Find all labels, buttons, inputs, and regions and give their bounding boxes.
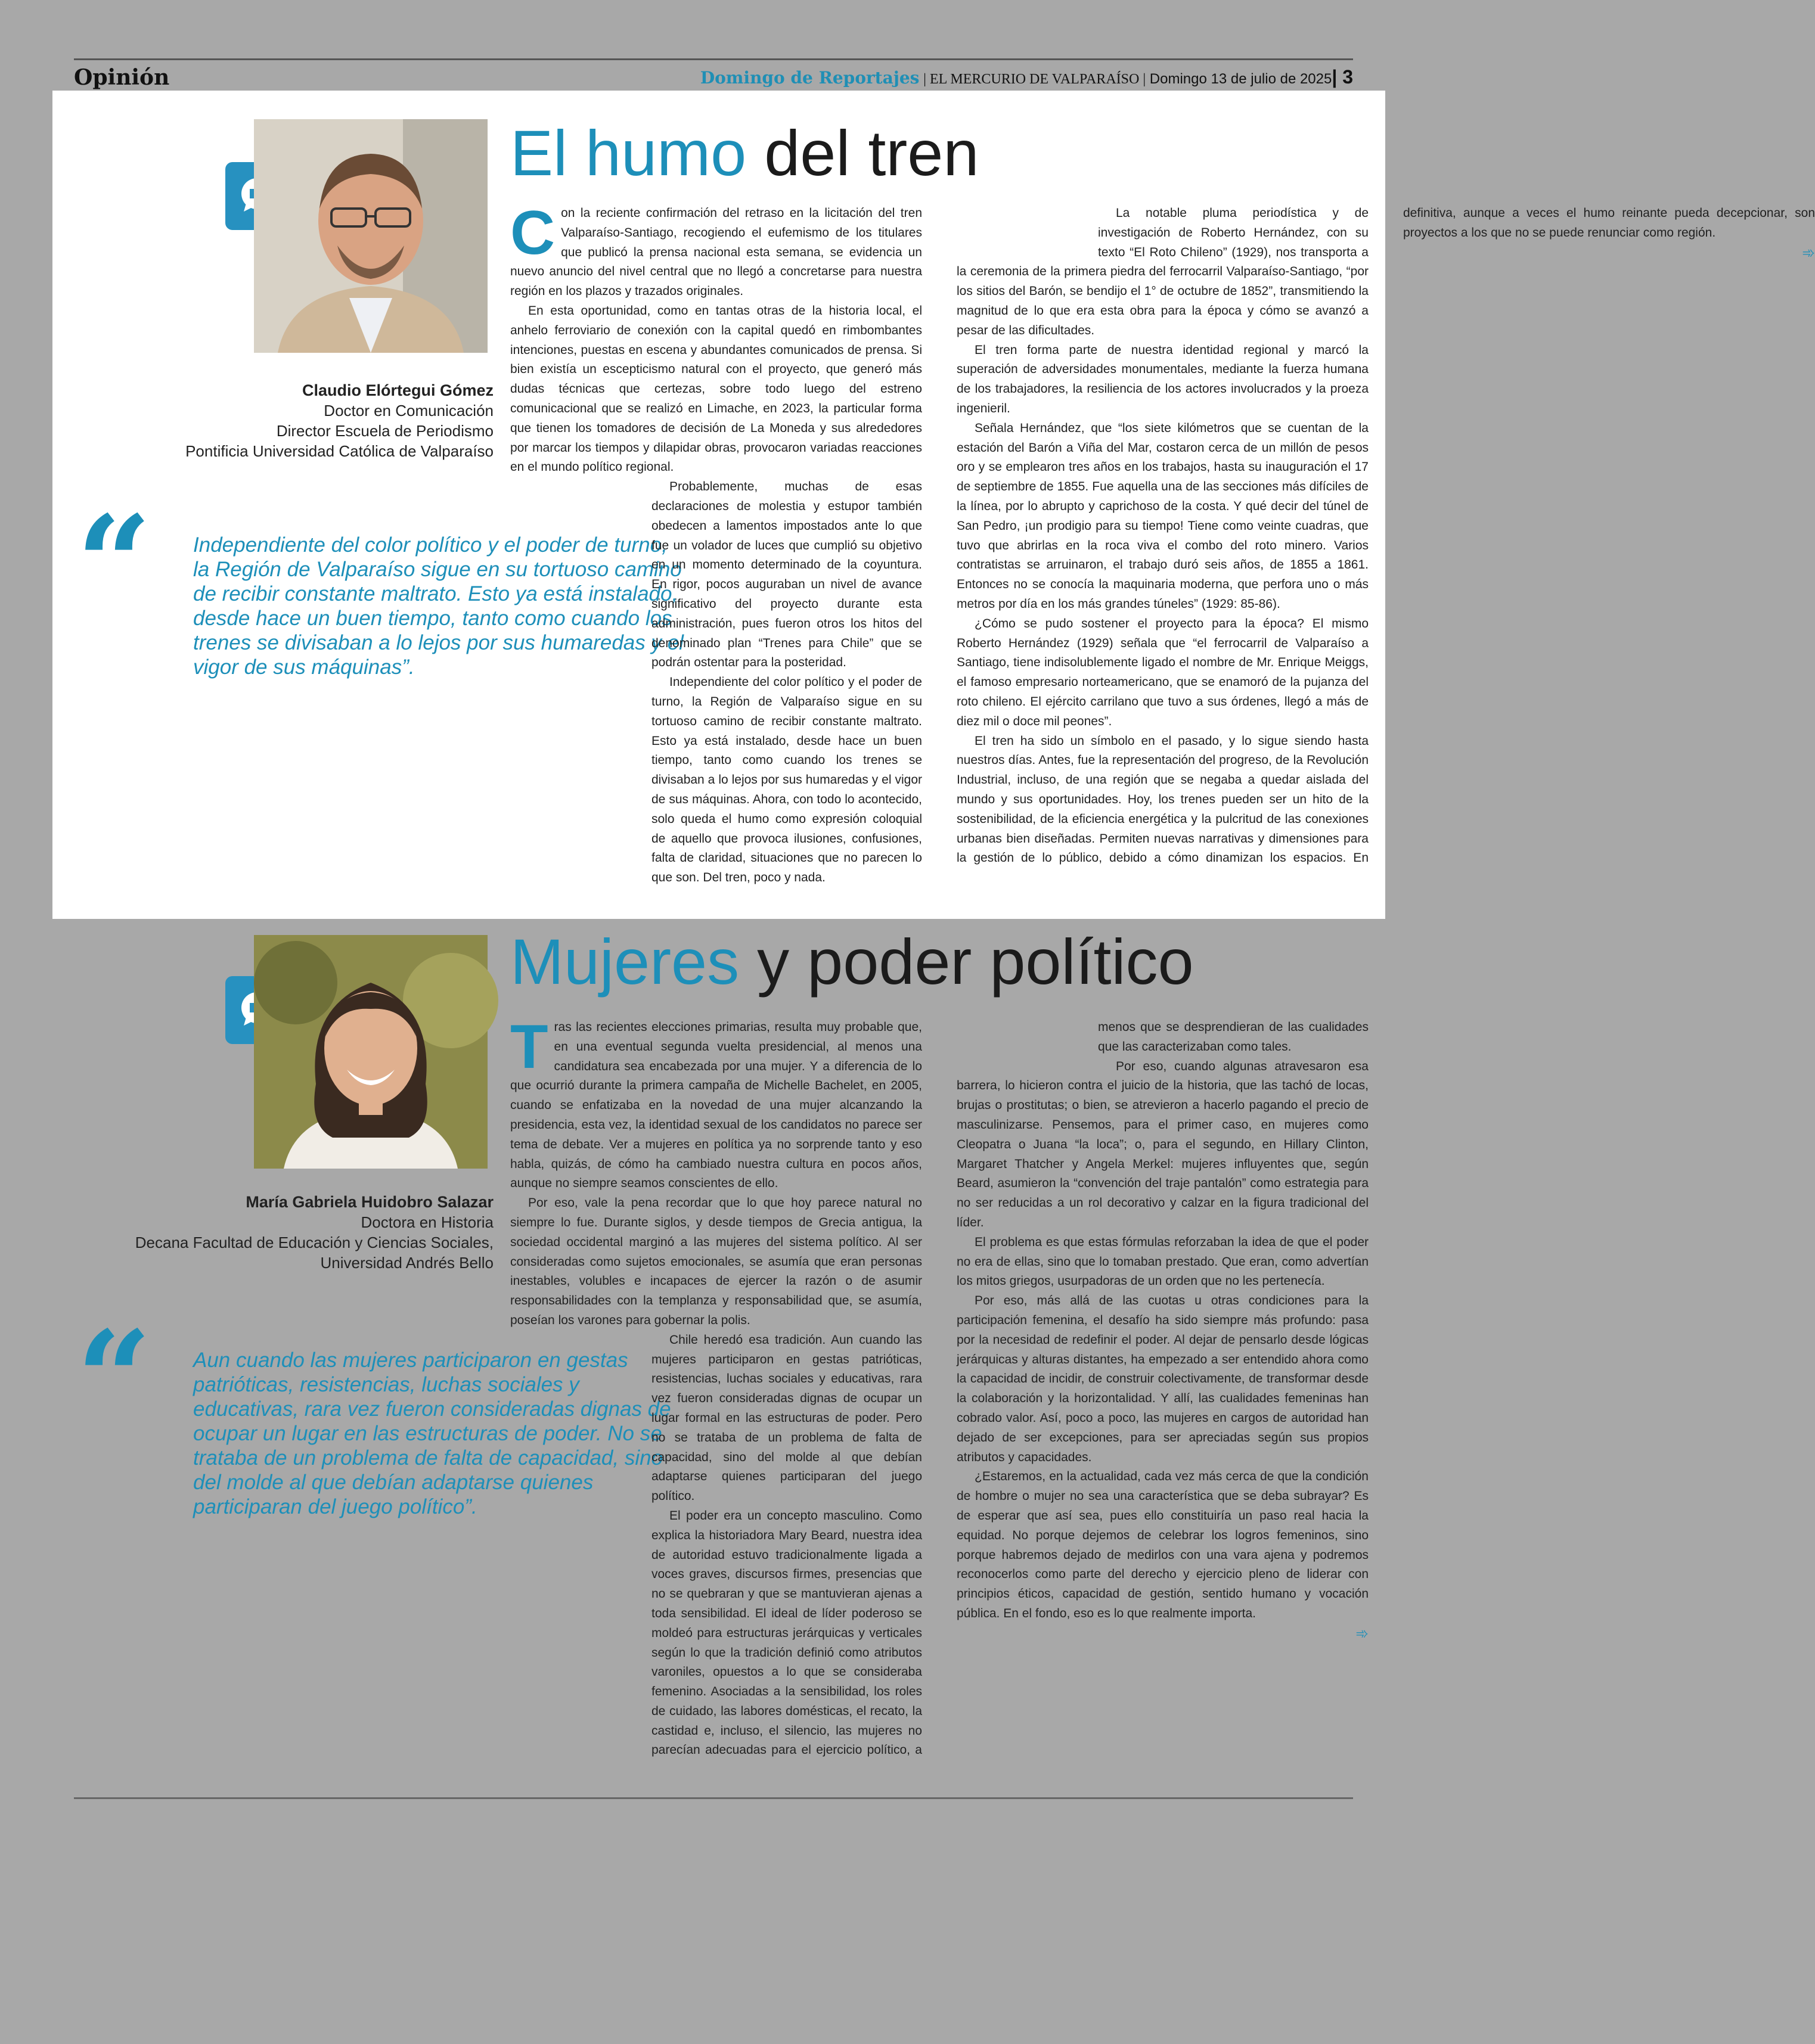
end-of-article-icon: ➾ [1802,243,1815,262]
quote-mark-icon: “ [76,486,152,641]
article-title: El humo del tren [510,117,979,189]
author-position: Decana Facultad de Educación y Ciencias Sociales, [135,1234,494,1251]
author-institution: Universidad Andrés Bello [320,1254,494,1272]
paragraph: Tras las recientes elecciones primarias, resulta muy probable que, en una eventual segunda vuelta presidencial, al menos una candidatura sea encabezada por una mujer. Y a diferencia de lo que ocurrió durante la primera campaña de Michelle Bachelet, en 2005, cuando se enfatizaba en la novedad de una mujer alcanzando la presidencia, esta vez, la identidad sexual de los candidatos no parece ser tema de debate. Ver a mujeres en política ya no sorprende tanto y eso habla, quizás, de cómo ha cambiado nuestra cultura en pocos años, aunque no siempre seamos conscientes de ello. [510,1012,922,1191]
paragraph: Por eso, vale la pena recordar que lo que hoy parece natural no siempre lo fue. Durante siglos, y desde tiempos de Grecia antigua, la sociedad occidental marginó a las mujeres del sistema político. Al ser consideradas como sujetos emocionales, se asumía que eran personas inestables, volubles e incapaces de ejercer la razón o de asumir responsabilidades con la templanza y responsabilidad que, se asumía, poseían los varones para gobernar la polis. [510,1196,922,1327]
quote-mark-icon: “ [76,1301,152,1456]
drop-cap: T [510,1012,548,1082]
paragraph: Probablemente, muchas de esas declaraciones de molestia y estupor también obedecen a lamentos impostados ante lo que fue un volador de luces que cumplió su objetivo en un momento determinado de la coyuntura. En rigor, pocos auguraban un nivel de avance significativo del proyecto durante esta administración, pues fueron otros los hitos del denominado plan “Trenes para Chile” que se podrán ostentar para la posteridad. [651,480,922,670]
paragraph: En esta oportunidad, como en tantas otras de la historia local, el anhelo ferroviario de conexión con la capital quedó en rimbombantes intenciones, puestas en escena y abundantes comunicados de prensa. Si bien existía un escepticismo natural con el proyecto, que generó más dudas técnicas que certezas, sobre todo luego del estreno comunicacional que se realizó en Limache, en 2023, la particular forma que tienen los tomadores de decisión de La Moneda y sus alrededores por marcar los tiempos y dilapidar obras, provocaron variadas reacciones en el mundo político regional. [510,303,922,474]
issue-date: Domingo 13 de julio de 2025 [1149,71,1332,87]
author-position: Director Escuela de Periodismo [276,422,494,440]
article-body [510,1012,1369,1793]
paragraph: El poder era un concepto masculino. Como explica la historiadora Mary Beard, nuestra idea de autoridad estuvo tradicionalmente ligada a voces graves, discursos firmes, presencias que no se quebraran y que se mantuvieran ajenas a toda sensibilidad. El ideal de líder poderoso se moldeó para estructuras jerárquicas y verticales según lo que la tradición definió como atributos varoniles, opuestos a lo que se consideraba femenino. Asociadas a la sensibilidad, los roles de cuidado, las labores domésticas, el recato, la castidad e, incluso, el silencio, las mujeres no parecían adecuadas para el ejercicio político, a menos que se desprendieran de las cualidades que las caracterizaban como tales. [651,1020,1369,1757]
article-title: Mujeres y poder político [510,925,1194,998]
author-title: Doctor en Comunicación [324,402,494,420]
paragraph: Con la reciente confirmación del retraso en la licitación del tren Valparaíso-Santiago, recogiendo el eufemismo de los titulares que publicó la prensa nacional esta semana, se evidencia un nuevo anuncio del nivel central que no llegó a concretarse para nuestra región en los plazos y trazados originales. [510,198,922,299]
article-body [510,198,1815,900]
paragraph: El tren forma parte de nuestra identidad regional y marcó la superación de adversidades monumentales, mediante la fuerza humana de los trabajadores, la resiliencia de los actores involucrados y la proeza ingenieril. [957,343,1369,415]
paragraph: Independiente del color político y el poder de turno, la Región de Valparaíso sigue en su tortuoso camino de recibir constante maltrato. Esto ya está instalado, desde hace un buen tiempo, tanto como cuando los trenes se divisaban a lo lejos por sus humaredas y el vigor de sus máquinas. Ahora, con todo lo acontecido, solo queda el humo como expresión coloquial de aquello que provoca ilusiones, confusiones, falta de claridad, situaciones que no parecen lo que son. Del tren, poco y nada. [651,675,922,885]
page-number: | 3 [1332,66,1353,88]
end-of-article-icon: ➾ [1355,1624,1369,1642]
author-name: Claudio Elórtegui Gómez [302,381,494,399]
paragraph: La notable pluma periodística y de investigación de Roberto Hernández, con su texto “El Roto Chileno” (1929), nos transporta a la ceremonia de la primera piedra del ferrocarril Valparaíso-Santiago, “por los sitios del Barón, se bendijo el 1° de octubre de 1852”, transmitiendo la magnitud de lo que era esta obra para la época y cómo se avanzó a pesar de las dificultades. [957,206,1369,337]
page-header [74,58,1353,89]
paragraph: Por eso, cuando algunas atravesaron esa barrera, lo hicieron contra el juicio de la historia, que las tachó de locas, brujas o prostitutas; o bien, se atrevieron a hacerlo pagando el precio de masculinizarse. Pensemos, para el primer caso, en mujeres como Cleopatra o Juana “la loca”; o, para el segundo, en Hillary Clinton, Margaret Thatcher y Angela Merkel: mujeres influyentes que, según Beard, asumieron la “convención del traje pantalón” como estrategia para no ser reducidas a un rol decorativo y calzar en la figura tradicional del líder. [957,1059,1369,1229]
drop-cap: C [510,198,556,268]
author-name: María Gabriela Huidobro Salazar [246,1193,494,1211]
pull-quote-text: Independiente del color político y el poder de turno, la Región de Valparaíso sigue en su tortuoso camino de recibir constante maltrato. Esto ya está instalado, desde hace un buen tiempo, tanto como cuando los trenes se divisaban a lo lejos por sus humaredas y el vigor de sus máquinas”. [193,533,684,679]
paragraph: El problema es que estas fórmulas reforzaban la idea de que el poder no era de ellas, sino que lo tomaban prestado. Que eran, como advertían los mitos griegos, usurpadoras de un orden que no les pertenecía. [957,1235,1369,1288]
paragraph: Señala Hernández, que “los siete kilómetros que se cuentan de la estación del Barón a Viña del Mar, costaron cerca de un millón de pesos oro y se emplearon tres años en los trabajos, hasta su inauguración el 17 de septiembre de 1855. Fue aquella una de las secciones más difíciles de la línea, por lo abrupto y caprichoso de la costa. Y qué decir del túnel de San Pedro, ¡un prodigio para su tiempo! Tiene como veinte cuadras, que tuvo que abrirlas en la roca viva el combo del roto minero. Varios contratistas se arruinaron, el trabajo duró seis años, de 1855 a 1861. Entonces no se conocía la maquinaria moderna, que perfora uno o más metros por día en los más grandes túneles” (1929: 85-86). [957,421,1369,611]
section-name: Opinión [74,65,170,90]
paragraph: Chile heredó esa tradición. Aun cuando las mujeres participaron en gestas patrióticas, resistencias, luchas sociales y educativas, rara vez fueron consideradas dignas de ocupar un lugar formal en las estructuras de poder. Pero no se trataba de un problema de falta de capacidad, sino del molde al que debían adaptarse quienes participaran del juego político. [651,1332,922,1504]
newspaper-name: | EL MERCURIO DE VALPARAÍSO | [923,72,1146,87]
author-photo [254,119,488,353]
article-mujeres-y-poder-politico [52,926,1385,1802]
paragraph: ¿Estaremos, en la actualidad, cada vez más cerca de que la condición de hombre o mujer no sea una característica que se deba subrayar? Es de esperar que así sea, pues ello constituiría un paso real hacia la equidad. No porque dejemos de celebrar los logros femeninos, sino porque habremos dejado de medirlos con una vara ajena y podremos reconocerlos como parte del derecho y ejercicio pleno de liderar con principios éticos, capacidad de gestión, sentido humano y vocación pública. En el fondo, eso es lo que realmente importa. [957,1470,1369,1620]
paragraph: El tren ha sido un símbolo en el pasado, y lo sigue siendo hasta nuestros días. Antes, fue la representación del progreso, de la Revolución Industrial, incluso, de una región que se negaba a quedar aislada del mundo y sus oportunidades. Hoy, los trenes pueden ser un hito de la sostenibilidad, de la eficiencia energética y la pulcritud de las conexiones urbanas bien diseñadas. Permiten nuevas narrativas y dimensiones para la gestión de lo público, debido a cómo dinamizan los espacios. En definitiva, aunque a veces el humo reinante pueda decepcionar, son proyectos a los que no se puede renunciar como región. [957,206,1815,865]
pull-quote-text: Aun cuando las mujeres participaron en gestas patrióticas, resistencias, luchas sociales y educativas, rara vez fueron consideradas dignas de ocupar un lugar en las estructuras de poder. No se trataba de un problema de falta de capacidad, sino del molde al que debían adaptarse quienes participaran del juego político”. [193,1349,671,1518]
paragraph: ¿Cómo se pudo sostener el proyecto para la época? El mismo Roberto Hernández (1929) señala que “el ferrocarril de Valparaíso a Santiago, tiene indisolublemente ligado el nombre de Mr. Enrique Meiggs, el famoso empresario norteamericano, que se enamoró de la pujanza del roto chileno. El ejército carrilano que tuvo a sus órdenes, llegó a más de diez mil o doce mil peones”. [957,616,1369,728]
supplement-name: Domingo de Reportajes [700,68,920,88]
paragraph: Por eso, más allá de las cuotas u otras condiciones para la participación femenina, el desafío ha sido siempre más profundo: pasa por la necesidad de redefinir el poder. Al dejar de pensarlo desde lógicas jerárquicas y alturas distantes, ha empezado a ser entendido ahora como la capacidad de incidir, de construir colectivamente, de transformar desde la colaboración y la horizontalidad. Y allí, las cualidades femeninas han cobrado valor. Así, poco a poco, las mujeres en cargos de autoridad han dejado de ser excepciones, para ser apreciadas según sus propios atributos y capacidades. [957,1294,1369,1464]
masthead [700,66,1353,88]
article-el-humo-del-tren [52,91,1815,919]
bottom-rule [74,1797,1353,1799]
author-title: Doctora en Historia [361,1213,494,1231]
author-institution: Pontificia Universidad Católica de Valparaíso [185,442,494,460]
author-byline [88,380,494,461]
author-photo [254,935,488,1169]
author-byline [88,1192,494,1273]
